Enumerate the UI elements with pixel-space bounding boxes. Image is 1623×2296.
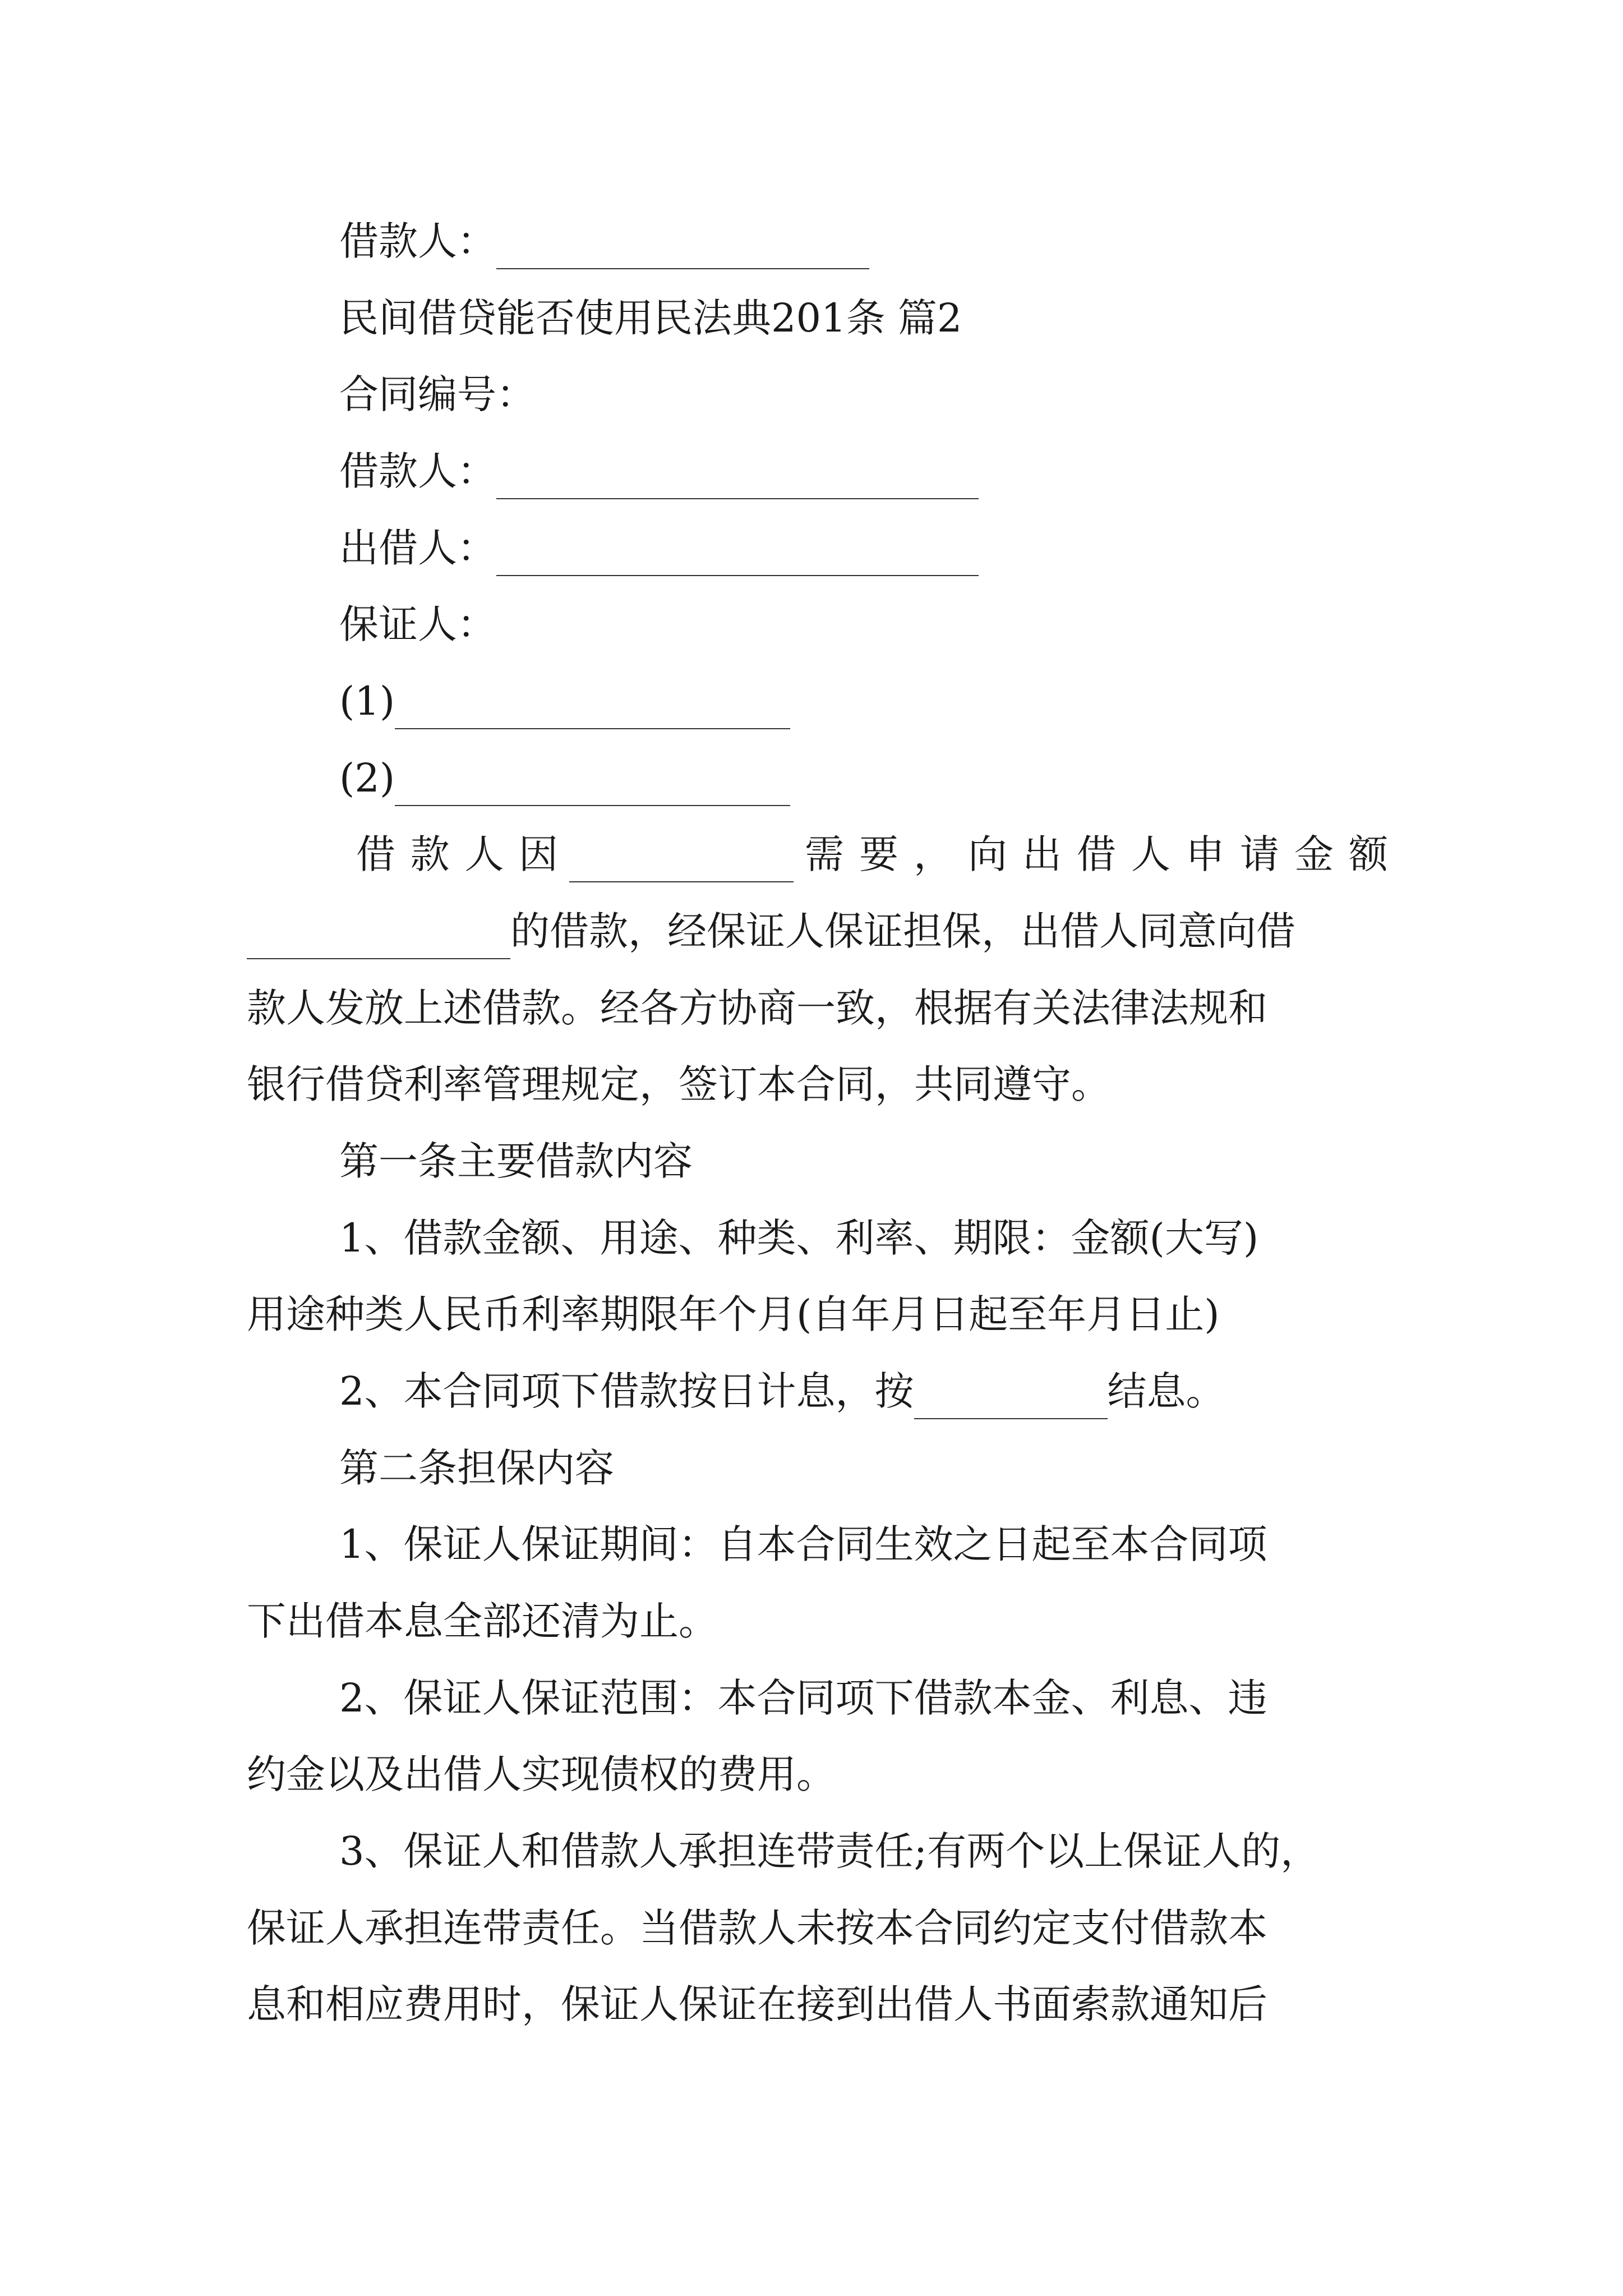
borrower-line [339,443,979,499]
article-2-item-3: 3、保证人和借款人承担连带责任;有两个以上保证人的， [339,1828,1320,1874]
text-fragment: 的借款，经保证人保证担保，出借人同意向借 [510,908,1295,954]
lender-label: 出借人： [339,525,496,571]
article-2-heading: 第二条担保内容 [339,1445,614,1491]
lender-line [339,520,979,576]
article-1-heading: 第一条主要借款内容 [339,1138,693,1184]
guarantor-1-line [339,673,790,729]
borrower-blank [496,226,869,269]
article-2-item-2: 2、保证人保证范围：本合同项下借款本金、利息、违 [339,1675,1267,1721]
article-2-item-1: 1、保证人保证期间：自本合同生效之日起至本合同项 [339,1521,1267,1567]
lender-blank [496,532,979,576]
contract-number-label: 合同编号： [339,371,536,417]
section-heading: 民间借贷能否使用民法典201条 篇2 [339,295,962,341]
paragraph-intro-line-2 [247,903,1295,959]
paragraph-intro-line-1 [356,826,1388,882]
purpose-blank [569,839,794,882]
guarantor-1-blank [395,685,790,729]
text-fragment: 需要，向出借人申请金额 [805,831,1388,877]
borrower-label: 借款人： [339,218,496,264]
guarantor-label: 保证人： [339,601,496,647]
article-1-item-1: 1、借款金额、用途、种类、利率、期限：金额(大写) [339,1215,1259,1261]
article-2-item-1-cont: 下出借本息全部还清为止。 [247,1598,718,1644]
borrower-blank [496,455,979,499]
article-2-item-2-cont: 约金以及出借人实现债权的费用。 [247,1751,836,1797]
paragraph-intro-line-4: 银行借贷利率管理规定，签订本合同，共同遵守。 [247,1061,1110,1107]
interest-settlement-blank [914,1375,1108,1419]
amount-blank [247,915,510,959]
article-1-item-2 [339,1363,1225,1419]
paragraph-intro-line-3: 款人发放上述借款。经各方协商一致，根据有关法律法规和 [247,985,1267,1031]
article-2-item-3-cont-2: 息和相应费用时，保证人保证在接到出借人书面索款通知后 [247,1981,1267,2027]
text-fragment: 结息。 [1107,1368,1225,1414]
guarantor-2-label: (2) [339,755,395,801]
article-2-item-3-cont-1: 保证人承担连带责任。当借款人未按本合同约定支付借款本 [247,1905,1267,1951]
guarantor-2-blank [395,762,790,806]
guarantor-2-line [339,750,790,806]
text-fragment: 借款人因 [356,831,558,877]
borrower-line-top [339,213,869,269]
article-1-item-1-cont: 用途种类人民币利率期限年个月(自年月日起至年月日止) [247,1291,1220,1337]
text-fragment: 2、本合同项下借款按日计息，按 [339,1368,914,1414]
guarantor-1-label: (1) [339,678,395,724]
borrower-label: 借款人： [339,448,496,494]
